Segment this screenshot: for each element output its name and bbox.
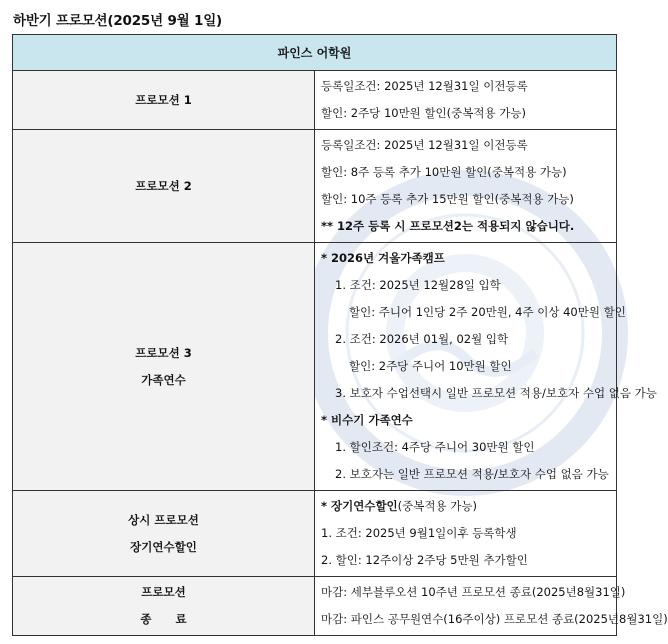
content-note: ** 12주 등록 시 프로모션2는 적용되지 않습니다. [321,219,575,233]
content-line: 1. 조건: 2025년 12월28일 입학 [335,278,501,292]
row-content [315,491,617,577]
table-row [13,491,617,577]
content-line: 3. 보호자 수업선택시 일반 프로모션 적용/보호자 수업 없음 가능 [335,386,657,400]
content-line: 할인: 주니어 1인당 2주 20만원, 4주 이상 40만원 할인 [349,305,626,319]
content-line: 등록일조건: 2025년 12월31일 이전등록 [321,79,528,93]
row-label: 프로모션 3 가족연수 [13,243,315,491]
row-label: 상시 프로모션 장기연수할인 [13,491,315,577]
table-row [13,130,617,243]
section-heading: * 장기연수할인 [321,499,398,513]
section-heading: * 2026년 겨울가족캠프 [321,251,445,265]
content-line: 1. 조건: 2025년 9월1일이후 등록학생 [321,526,517,540]
content-line: 2. 할인: 12주이상 2주당 5만원 추가할인 [321,553,528,567]
content-line: 할인: 8주 등록 추가 10만원 할인(중복적용 가능) [321,165,567,179]
section-heading: * 비수기 가족연수 [321,413,413,427]
row-content [315,577,668,636]
content-line: 할인: 2주당 10만원 할인(중복적용 가능) [321,106,526,120]
section-note: (중복적용 가능) [397,499,477,513]
promotion-table [12,34,668,636]
table-row [13,71,617,130]
academy-header: 파인스 어학원 [13,35,617,71]
content-line: 2. 조건: 2026년 01월, 02월 입학 [335,332,509,346]
content-line: 마감: 파인스 공무원연수(16주이상) 프로모션 종료(2025년8월31일) [321,612,668,626]
row-content [315,130,617,243]
row-label: 프로모션 2 [13,130,315,243]
content-line: 마감: 세부블루오션 10주년 프로모션 종료(2025년8월31일) [321,585,626,599]
page-title: 하반기 프로모션(2025년 9월 1일) [13,13,223,29]
row-label: 프로모션 1 [13,71,315,130]
row-content [315,243,657,491]
table-row [13,577,617,636]
content-line: 2. 보호자는 일반 프로모션 적용/보호자 수업 없음 가능 [335,467,609,481]
content-line: 등록일조건: 2025년 12월31일 이전등록 [321,138,528,152]
table-row [13,243,617,491]
content-line: 할인: 2주당 주니어 10만원 할인 [349,359,512,373]
content-line [321,493,610,520]
row-content [315,71,617,130]
row-label: 프로모션 종 료 [13,577,315,636]
content-line: 1. 할인조건: 4주당 주니어 30만원 할인 [335,440,535,454]
content-line: 할인: 10주 등록 추가 15만원 할인(중복적용 가능) [321,192,574,206]
